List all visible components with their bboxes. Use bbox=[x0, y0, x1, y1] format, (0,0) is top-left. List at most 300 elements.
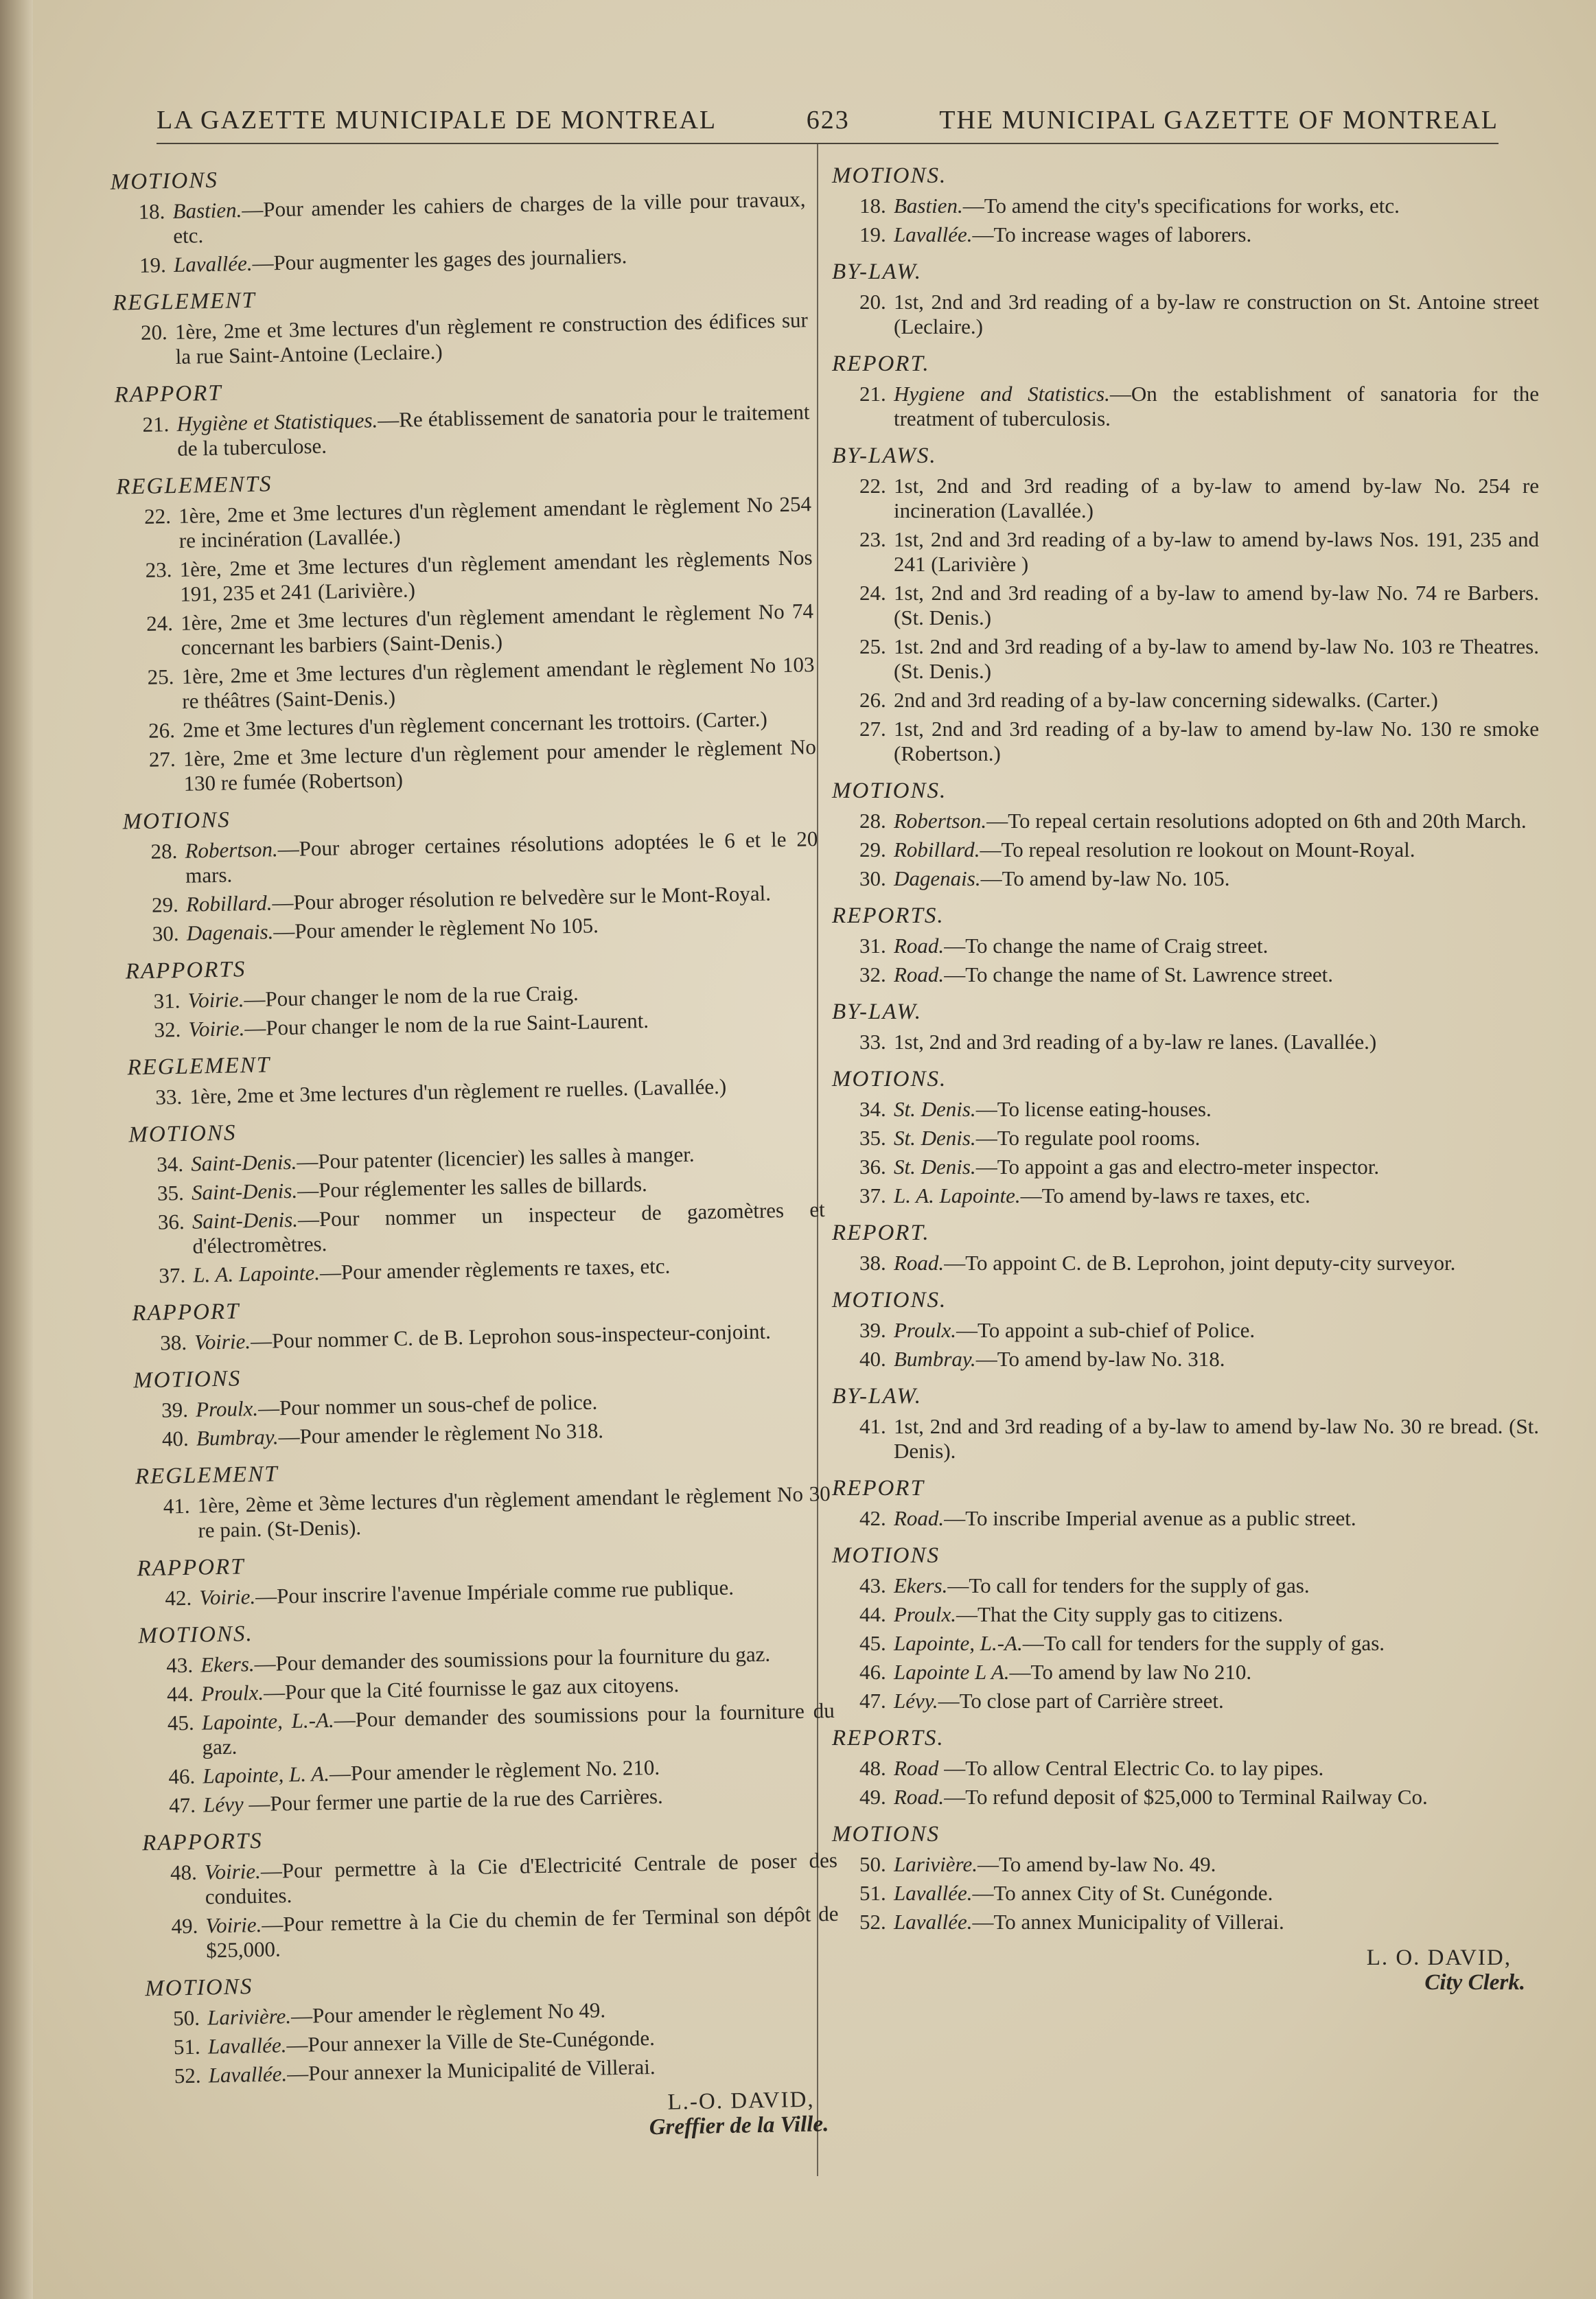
item-number: 44. bbox=[859, 1602, 886, 1626]
agenda-item bbox=[832, 1852, 1539, 1877]
item-number: 21. bbox=[142, 412, 170, 437]
item-text bbox=[894, 222, 1539, 247]
item-text bbox=[199, 1573, 833, 1610]
item-number: 26. bbox=[148, 718, 176, 743]
item-description: —To appoint C. de B. Leprohon, joint deputy-city surveyor. bbox=[944, 1251, 1456, 1275]
section-heading: MOTIONS. bbox=[832, 163, 947, 188]
item-proposer: Ekers. bbox=[200, 1652, 255, 1677]
agenda-item bbox=[119, 599, 814, 661]
item-description: —Pour fermer une partie de la rue des Carrières. bbox=[243, 1783, 664, 1816]
item-description: 1ère, 2ème et 3ème lectures d'un règlement amendant le règlement No 30 re pain. (St-Denis). bbox=[197, 1481, 831, 1543]
item-number: 39. bbox=[859, 1318, 886, 1342]
agenda-item bbox=[135, 1481, 831, 1544]
item-number: 40. bbox=[161, 1426, 189, 1451]
item-text bbox=[894, 194, 1539, 218]
item-description: —To change the name of St. Lawrence street. bbox=[944, 962, 1333, 986]
item-number: 33. bbox=[155, 1084, 183, 1109]
agenda-item bbox=[832, 866, 1539, 891]
agenda-item bbox=[832, 1660, 1539, 1685]
section-heading: REPORT bbox=[832, 1476, 925, 1501]
item-text bbox=[894, 1155, 1539, 1179]
header-english-title: THE MUNICIPAL GAZETTE OF MONTREAL bbox=[939, 106, 1499, 135]
header-french-title: LA GAZETTE MUNICIPALE DE MONTREAL bbox=[157, 106, 717, 135]
item-text bbox=[894, 1030, 1539, 1054]
agenda-item bbox=[832, 1126, 1539, 1151]
item-number: 38. bbox=[159, 1330, 187, 1355]
section-heading: MOTIONS. bbox=[138, 1621, 254, 1649]
item-number: 51. bbox=[859, 1881, 886, 1905]
item-number: 25. bbox=[859, 634, 886, 658]
item-description: —Pour changer le nom de la rue Saint-Laurent. bbox=[244, 1008, 649, 1041]
item-text bbox=[894, 1602, 1539, 1627]
item-number: 32. bbox=[154, 1017, 181, 1042]
agenda-item bbox=[832, 1030, 1539, 1054]
item-text bbox=[894, 1881, 1539, 1906]
item-description: —Pour remettre à la Cie du chemin de fer Terminal son dépôt de $25,000. bbox=[205, 1901, 839, 1963]
item-proposer: Ekers. bbox=[894, 1573, 948, 1597]
item-proposer: Road bbox=[894, 1756, 939, 1780]
item-description: —To regulate pool rooms. bbox=[975, 1126, 1201, 1150]
item-number: 47. bbox=[859, 1689, 886, 1713]
item-number: 41. bbox=[163, 1493, 190, 1518]
item-proposer: Robillard. bbox=[894, 837, 980, 862]
item-proposer: Lapointe, L.-A. bbox=[201, 1707, 335, 1735]
item-text bbox=[205, 1902, 839, 1963]
item-text bbox=[894, 1251, 1539, 1275]
item-number: 42. bbox=[165, 1585, 192, 1610]
item-number: 34. bbox=[156, 1151, 184, 1177]
item-proposer: Proulx. bbox=[894, 1602, 956, 1626]
item-number: 48. bbox=[859, 1756, 886, 1780]
item-text bbox=[894, 688, 1539, 713]
item-description: 1ère, 2me et 3me lectures d'un règlement amendant les règlements Nos 191, 235 et 241 (Larivière.) bbox=[179, 545, 813, 606]
item-number: 50. bbox=[172, 2005, 200, 2031]
agenda-item bbox=[111, 187, 806, 249]
item-proposer: Road. bbox=[894, 1506, 945, 1530]
item-description: —Pour que la Cité fournisse le gaz aux citoyens. bbox=[263, 1672, 680, 1705]
item-text bbox=[202, 1698, 835, 1760]
item-text bbox=[181, 652, 815, 714]
item-text bbox=[894, 290, 1539, 339]
item-description: —To allow Central Electric Co. to lay pipes. bbox=[938, 1756, 1324, 1780]
item-number: 44. bbox=[166, 1681, 194, 1707]
item-description: —That the City supply gas to citizens. bbox=[956, 1602, 1284, 1626]
item-text bbox=[176, 400, 810, 461]
item-description: —To call for tenders for the supply of gas. bbox=[947, 1573, 1310, 1597]
item-description: —To call for tenders for the supply of gas. bbox=[1022, 1631, 1385, 1655]
item-proposer: Proulx. bbox=[894, 1318, 956, 1342]
item-proposer: Voirie. bbox=[205, 1912, 262, 1938]
section-heading: RAPPORTS bbox=[125, 957, 246, 984]
item-text bbox=[894, 382, 1539, 431]
agenda-item bbox=[117, 545, 813, 608]
item-description: —To increase wages of laborers. bbox=[972, 222, 1252, 246]
item-description: —Pour abroger résolution re belvedère sur le Mont-Royal. bbox=[272, 881, 772, 915]
item-number: 38. bbox=[859, 1251, 886, 1275]
item-text bbox=[894, 837, 1539, 862]
section-heading: REPORTS. bbox=[832, 1726, 945, 1751]
item-text bbox=[894, 934, 1539, 958]
item-text bbox=[894, 474, 1539, 523]
item-proposer: Voirie. bbox=[194, 1329, 251, 1354]
item-description: —Re établissement de sanatoria pour le traitement de la tuberculose. bbox=[176, 400, 810, 461]
item-proposer: Bastien. bbox=[894, 194, 963, 218]
item-description: —To repeal resolution re lookout on Mount-Royal. bbox=[980, 837, 1415, 862]
page-number: 623 bbox=[806, 106, 850, 135]
agenda-item bbox=[832, 222, 1539, 247]
item-proposer: Road. bbox=[894, 1251, 945, 1275]
section-heading: MOTIONS. bbox=[832, 1288, 947, 1313]
item-number: 46. bbox=[859, 1660, 886, 1684]
item-description: —To amend by-laws re taxes, etc. bbox=[1020, 1183, 1310, 1208]
item-description: —Pour demander des soumissions pour la fourniture du gaz. bbox=[202, 1698, 835, 1759]
item-text bbox=[189, 1072, 823, 1109]
section-heading: BY-LAW. bbox=[832, 1384, 923, 1409]
section-heading: BY-LAWS. bbox=[832, 443, 937, 468]
agenda-item bbox=[122, 735, 817, 797]
item-proposer: St. Denis. bbox=[894, 1097, 976, 1121]
item-description: —To amend by law No 210. bbox=[1009, 1660, 1252, 1684]
agenda-item bbox=[832, 194, 1539, 218]
item-number: 31. bbox=[153, 988, 181, 1013]
item-number: 40. bbox=[859, 1347, 886, 1371]
item-number: 49. bbox=[171, 1913, 198, 1939]
item-proposer: Robertson. bbox=[185, 837, 278, 863]
item-number: 45. bbox=[859, 1631, 886, 1655]
signature-name-fr: L.-O. DAVID, bbox=[667, 2087, 815, 2115]
agenda-item bbox=[832, 962, 1539, 987]
signature-title-en: City Clerk. bbox=[1424, 1970, 1525, 1995]
item-text bbox=[197, 1481, 831, 1543]
item-number: 30. bbox=[859, 866, 886, 890]
item-description: —To amend by-law No. 105. bbox=[980, 866, 1230, 890]
item-text bbox=[894, 809, 1539, 833]
section-heading: RAPPORT bbox=[132, 1299, 240, 1326]
agenda-item bbox=[832, 290, 1539, 339]
english-column bbox=[832, 151, 1539, 1995]
item-text bbox=[183, 735, 817, 796]
item-description: 1ère, 2me et 3me lectures d'un règlement amendant le règlement No 254 re incinération (Lavallée.) bbox=[178, 492, 812, 553]
item-description: 1st, 2nd and 3rd reading of a by-law to amend by-law No. 130 re smoke (Robertson.) bbox=[894, 717, 1539, 765]
item-text bbox=[178, 492, 812, 553]
item-proposer: Voirie. bbox=[188, 1016, 245, 1041]
agenda-item bbox=[117, 492, 812, 554]
agenda-item bbox=[140, 1698, 835, 1761]
item-proposer: Hygiène et Statistiques. bbox=[176, 408, 378, 436]
item-number: 30. bbox=[152, 921, 179, 946]
item-description: 1st, 2nd and 3rd reading of a by-law re construction on St. Antoine street (Leclaire.) bbox=[894, 290, 1539, 338]
item-text bbox=[894, 1573, 1539, 1598]
page-binding-shadow bbox=[0, 0, 33, 2299]
item-proposer: Lavallée. bbox=[208, 2061, 288, 2088]
item-description: —Pour annexer la Municipalité de Villerai. bbox=[286, 2054, 656, 2086]
agenda-item bbox=[832, 1097, 1539, 1122]
item-text bbox=[894, 1347, 1539, 1372]
item-number: 46. bbox=[168, 1764, 196, 1789]
item-description: 1st, 2nd and 3rd reading of a by-law to amend by-laws Nos. 191, 235 and 241 (Larivière ) bbox=[894, 527, 1539, 576]
agenda-item bbox=[832, 1573, 1539, 1598]
agenda-item bbox=[143, 1848, 838, 1910]
item-description: —To amend by-law No. 49. bbox=[977, 1852, 1216, 1876]
item-number: 20. bbox=[859, 290, 886, 314]
item-text bbox=[894, 866, 1539, 891]
item-proposer: Lavallée. bbox=[894, 1910, 973, 1934]
item-number: 50. bbox=[859, 1852, 886, 1876]
item-text bbox=[894, 1852, 1539, 1877]
agenda-item bbox=[832, 717, 1539, 766]
agenda-item bbox=[832, 527, 1539, 577]
item-proposer: Bastien. bbox=[172, 198, 242, 223]
item-description: —Pour abroger certaines résolutions adoptées le 6 et le 20 mars. bbox=[185, 827, 818, 888]
item-number: 36. bbox=[859, 1155, 886, 1179]
item-proposer: Proulx. bbox=[200, 1680, 264, 1706]
item-description: —To inscribe Imperial avenue as a public street. bbox=[944, 1506, 1356, 1530]
item-number: 31. bbox=[859, 934, 886, 958]
item-proposer: St. Denis. bbox=[894, 1126, 976, 1150]
item-number: 39. bbox=[161, 1397, 189, 1422]
item-description: —Pour amender le règlement No 105. bbox=[273, 913, 599, 944]
agenda-item bbox=[832, 474, 1539, 523]
item-number: 47. bbox=[168, 1792, 196, 1818]
agenda-item bbox=[130, 1197, 826, 1260]
item-proposer: Saint-Denis. bbox=[192, 1207, 299, 1234]
item-proposer: Saint-Denis. bbox=[190, 1149, 297, 1176]
agenda-item bbox=[832, 1756, 1539, 1781]
item-number: 22. bbox=[859, 474, 886, 498]
item-number: 43. bbox=[859, 1573, 886, 1597]
item-description: 2nd and 3rd reading of a by-law concerning sidewalks. (Carter.) bbox=[894, 688, 1438, 712]
item-number: 26. bbox=[859, 688, 886, 712]
item-text bbox=[894, 634, 1539, 684]
agenda-item bbox=[832, 581, 1539, 630]
item-description: —Pour amender les cahiers de charges de la ville pour travaux, etc. bbox=[172, 187, 806, 248]
section-heading: RAPPORT bbox=[114, 380, 223, 408]
signature-name-en: L. O. DAVID, bbox=[1366, 1945, 1512, 1970]
item-description: —Pour annexer la Ville de Ste-Cunégonde. bbox=[286, 2025, 656, 2057]
section-heading: REPORT. bbox=[832, 1221, 930, 1245]
item-proposer: Robillard. bbox=[185, 890, 273, 916]
section-heading: REPORT. bbox=[832, 351, 930, 376]
item-proposer: L. A. Lapointe. bbox=[193, 1260, 321, 1287]
item-description: —To refund deposit of $25,000 to Terminal Railway Co. bbox=[944, 1785, 1428, 1809]
section-heading: MOTIONS bbox=[122, 807, 231, 835]
agenda-item bbox=[832, 1183, 1539, 1208]
item-number: 19. bbox=[859, 222, 886, 246]
item-text bbox=[894, 1414, 1539, 1464]
item-proposer: L. A. Lapointe. bbox=[894, 1183, 1021, 1208]
section-heading: BY-LAW. bbox=[832, 259, 923, 284]
section-heading: REGLEMENT bbox=[127, 1052, 271, 1081]
item-proposer: Voirie. bbox=[187, 987, 244, 1013]
item-number: 19. bbox=[139, 253, 167, 277]
section-heading: MOTIONS bbox=[144, 1974, 253, 2002]
section-heading: MOTIONS. bbox=[832, 1067, 947, 1091]
section-heading: RAPPORTS bbox=[141, 1828, 264, 1856]
item-text bbox=[894, 581, 1539, 630]
header-rule bbox=[157, 143, 1499, 144]
item-text bbox=[179, 545, 813, 607]
item-text bbox=[894, 1756, 1539, 1781]
section-heading: REGLEMENT bbox=[112, 288, 257, 316]
agenda-item bbox=[832, 1155, 1539, 1179]
item-description: 1st, 2nd and 3rd reading of a by-law re lanes. (Lavallée.) bbox=[894, 1030, 1377, 1054]
item-description: 1ère, 2me et 3me lectures d'un règlement re construction des édifices sur la rue Saint-Antoine (Leclaire.) bbox=[174, 308, 809, 369]
item-proposer: Lévy bbox=[203, 1792, 244, 1817]
section-heading: MOTIONS. bbox=[832, 778, 947, 803]
item-number: 51. bbox=[173, 2034, 201, 2059]
item-description: —Pour réglementer les salles de billards. bbox=[297, 1171, 648, 1203]
item-proposer: Lavallée. bbox=[173, 251, 253, 277]
section-heading: MOTIONS bbox=[832, 1822, 940, 1847]
item-number: 42. bbox=[859, 1506, 886, 1530]
item-proposer: Lavallée. bbox=[207, 2033, 287, 2059]
item-text bbox=[894, 1631, 1539, 1656]
item-description: —Pour permettre à la Cie d'Electricité Centrale de poser des conduites. bbox=[205, 1847, 838, 1909]
item-description: —On the establishment of sanatoria for the treatment of tuberculosis. bbox=[894, 382, 1539, 430]
agenda-item bbox=[832, 1689, 1539, 1713]
item-number: 29. bbox=[859, 837, 886, 862]
item-description: —Pour amender règlements re taxes, etc. bbox=[319, 1254, 671, 1285]
item-number: 48. bbox=[170, 1860, 198, 1885]
agenda-item bbox=[832, 634, 1539, 684]
item-number: 27. bbox=[859, 717, 886, 741]
item-text bbox=[192, 1197, 826, 1259]
agenda-item bbox=[115, 400, 810, 462]
agenda-item bbox=[832, 1251, 1539, 1275]
item-proposer: Dagenais. bbox=[894, 866, 981, 890]
item-description: —To amend the city's specifications for works, etc. bbox=[962, 194, 1400, 218]
item-description: —To change the name of Craig street. bbox=[944, 934, 1269, 958]
item-number: 27. bbox=[148, 747, 176, 772]
item-description: —Pour inscrire l'avenue Impériale comme rue publique. bbox=[255, 1575, 735, 1609]
page-header bbox=[157, 96, 1499, 144]
item-proposer: Robertson. bbox=[894, 809, 987, 833]
item-number: 52. bbox=[859, 1910, 886, 1934]
item-text bbox=[894, 1126, 1539, 1151]
item-description: —Pour nommer C. de B. Leprohon sous-inspecteur-conjoint. bbox=[250, 1319, 772, 1354]
item-proposer: Lapointe, L.-A. bbox=[894, 1631, 1023, 1655]
item-proposer: Road. bbox=[894, 962, 945, 986]
item-number: 52. bbox=[174, 2063, 201, 2088]
item-number: 49. bbox=[859, 1785, 886, 1809]
item-number: 18. bbox=[859, 194, 886, 218]
agenda-item bbox=[832, 382, 1539, 431]
item-text bbox=[172, 187, 806, 249]
item-proposer: Lévy. bbox=[894, 1689, 938, 1713]
item-text bbox=[894, 1097, 1539, 1122]
item-text bbox=[894, 1506, 1539, 1531]
item-description: —To repeal certain resolutions adopted on 6th and 20th March. bbox=[986, 809, 1527, 833]
item-description: —To annex Municipality of Villerai. bbox=[972, 1910, 1284, 1934]
item-description: 1st, 2nd and 3rd reading of a by-law to amend by-law No. 74 re Barbers. (St. Denis.) bbox=[894, 581, 1539, 629]
section-heading: RAPPORT bbox=[137, 1554, 245, 1582]
item-description: —Pour augmenter les gages des journaliers. bbox=[252, 244, 627, 275]
signature-title-fr: Greffier de la Ville. bbox=[649, 2112, 829, 2140]
agenda-item bbox=[832, 1318, 1539, 1343]
item-description: 1ère, 2me et 3me lectures d'un règlement amendant le règlement No 103 re théâtres (Saint-Denis.) bbox=[181, 652, 815, 713]
item-number: 22. bbox=[143, 504, 172, 529]
item-proposer: Saint-Denis. bbox=[191, 1178, 298, 1205]
item-text bbox=[185, 827, 818, 888]
item-number: 20. bbox=[140, 320, 168, 345]
item-text bbox=[894, 1689, 1539, 1713]
item-number: 23. bbox=[145, 557, 172, 582]
item-proposer: Larivière. bbox=[207, 2004, 292, 2030]
agenda-item bbox=[832, 1414, 1539, 1464]
item-proposer: Voirie. bbox=[199, 1584, 256, 1610]
section-heading: MOTIONS bbox=[132, 1366, 242, 1394]
item-description: —Pour patenter (licencier) les salles à manger. bbox=[297, 1142, 695, 1174]
item-text bbox=[894, 1318, 1539, 1343]
item-number: 45. bbox=[167, 1710, 194, 1735]
item-description: —To appoint a gas and electro-meter inspector. bbox=[975, 1155, 1380, 1179]
section-heading: REGLEMENT bbox=[135, 1462, 279, 1490]
item-number: 29. bbox=[151, 892, 179, 917]
item-proposer: Dagenais. bbox=[186, 919, 274, 945]
item-number: 35. bbox=[859, 1126, 886, 1150]
item-text bbox=[894, 1183, 1539, 1208]
item-number: 21. bbox=[859, 382, 886, 406]
item-number: 34. bbox=[859, 1097, 886, 1121]
item-proposer: Proulx. bbox=[195, 1396, 259, 1422]
agenda-item bbox=[832, 1506, 1539, 1531]
item-description: —Pour amender le règlement No. 210. bbox=[329, 1755, 660, 1786]
item-number: 28. bbox=[859, 809, 886, 833]
item-text bbox=[894, 527, 1539, 577]
item-proposer: Lapointe L A. bbox=[894, 1660, 1010, 1684]
item-number: 25. bbox=[147, 665, 174, 689]
item-number: 33. bbox=[859, 1030, 886, 1054]
item-proposer: Lapointe, L. A. bbox=[203, 1761, 330, 1788]
agenda-item bbox=[832, 837, 1539, 862]
item-description: —To close part of Carrière street. bbox=[938, 1689, 1224, 1713]
item-number: 37. bbox=[859, 1183, 886, 1208]
agenda-item bbox=[123, 827, 818, 889]
item-text bbox=[894, 1660, 1539, 1685]
item-description: 2me et 3me lectures d'un règlement concernant les trottoirs. (Carter.) bbox=[182, 706, 768, 742]
item-proposer: Bumbray. bbox=[196, 1424, 279, 1451]
agenda-item bbox=[832, 1602, 1539, 1627]
item-description: 1ère, 2me et 3me lectures d'un règlement amendant le règlement No 74 concernant les barbiers (Saint-Denis.) bbox=[180, 599, 814, 660]
item-proposer: Larivière. bbox=[894, 1852, 978, 1876]
agenda-item bbox=[832, 809, 1539, 833]
item-proposer: Lavallée. bbox=[894, 222, 973, 246]
item-proposer: Bumbray. bbox=[894, 1347, 976, 1371]
agenda-item bbox=[832, 688, 1539, 713]
agenda-item bbox=[832, 1910, 1539, 1934]
item-description: —To appoint a sub-chief of Police. bbox=[956, 1318, 1256, 1342]
item-description: 1st, 2nd and 3rd reading of a by-law to amend by-law No. 30 re bread. (St. Denis). bbox=[894, 1414, 1539, 1463]
item-description: —Pour demander des soumissions pour la fourniture du gaz. bbox=[254, 1641, 771, 1676]
section-heading: MOTIONS bbox=[832, 1543, 940, 1568]
item-description: —To annex City of St. Cunégonde. bbox=[972, 1881, 1273, 1905]
agenda-item bbox=[143, 1902, 839, 1964]
item-description: —To license eating-houses. bbox=[975, 1097, 1212, 1121]
section-heading: BY-LAW. bbox=[832, 1000, 923, 1024]
item-description: —Pour nommer un inspecteur de gazomètres et d'électromètres. bbox=[192, 1197, 826, 1258]
item-proposer: St. Denis. bbox=[894, 1155, 976, 1179]
item-number: 24. bbox=[146, 611, 174, 636]
item-description: —Pour changer le nom de la rue Craig. bbox=[244, 980, 579, 1012]
agenda-item bbox=[113, 308, 809, 370]
item-text bbox=[894, 1910, 1539, 1934]
item-number: 18. bbox=[138, 199, 165, 224]
item-proposer: Voirie. bbox=[204, 1858, 262, 1884]
item-description: 1ère, 2me et 3me lectures d'un règlement re ruelles. (Lavallée.) bbox=[189, 1074, 727, 1109]
item-description: —Pour amender le règlement No 318. bbox=[278, 1418, 604, 1449]
agenda-item bbox=[832, 1881, 1539, 1906]
section-heading: MOTIONS bbox=[128, 1120, 237, 1148]
